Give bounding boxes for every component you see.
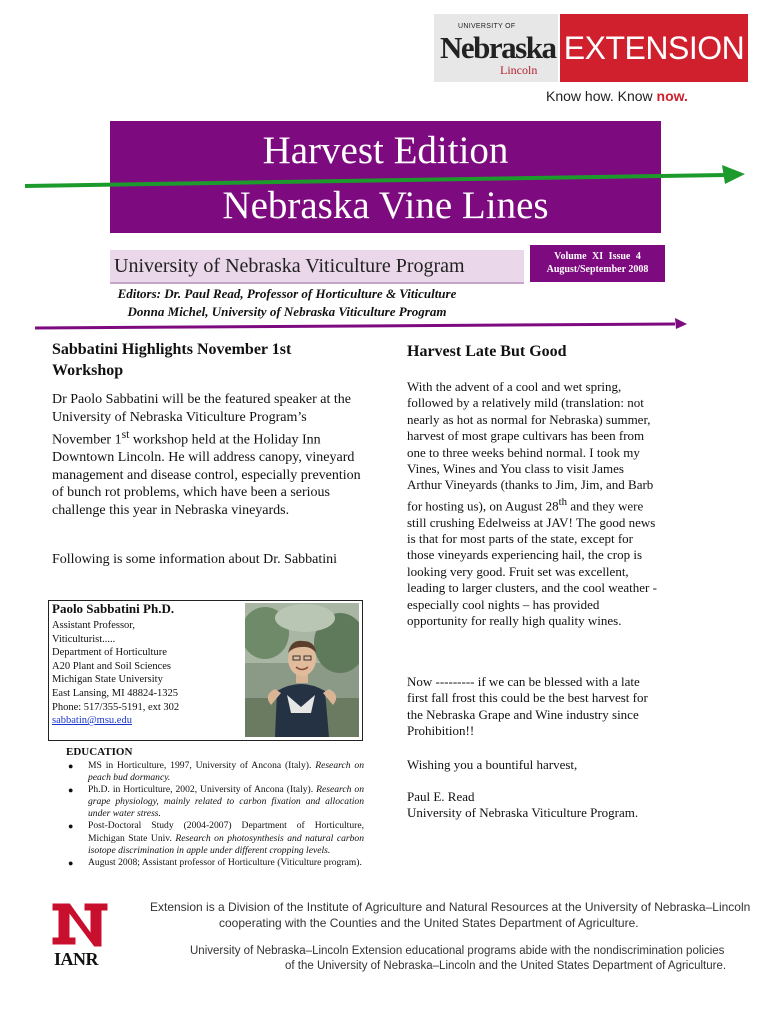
speaker-bio-box (48, 600, 363, 741)
right-article-closing: Wishing you a bountiful harvest, (407, 757, 578, 772)
title-line-2: Nebraska Vine Lines (222, 184, 549, 227)
logo-lincoln-text: Lincoln (500, 63, 538, 77)
logo-tagline (546, 88, 688, 104)
unl-extension-logo (434, 14, 748, 106)
bio-university: Michigan State University (52, 674, 163, 686)
speaker-photo (245, 603, 359, 737)
volume-issue-box (530, 245, 665, 282)
bio-phone: Phone: 517/355-5191, ext 302 (52, 701, 180, 713)
program-name: University of Nebraska Viticulture Program (110, 250, 524, 284)
lp1-text-a: Dr Paolo Sabbatini will be the featured speaker at the University of Nebraska Viticulture Program’s November 1 (52, 392, 351, 448)
footer-line-1: Extension is a Division of the Institute of Agriculture and Natural Resources at the University of Nebraska–Lincoln (150, 900, 751, 914)
editors-line-2: Donna Michel, University of Nebraska Viticulture Program (127, 304, 447, 319)
volume-line (530, 251, 665, 262)
logo-university-of: UNIVERSITY OF (458, 23, 516, 30)
right-article-paragraph-2: Now --------- if we can be blessed with a late first fall frost this could be the best harvest for the Nebraska Grape and Wine industry since Prohibition!! (407, 674, 648, 739)
left-article-heading: Sabbatini Highlights November 1st Workshop (52, 341, 292, 379)
bio-address: East Lansing, MI 48824-1325 (52, 687, 178, 699)
education-heading: EDUCATION (66, 746, 133, 758)
bio-building: A20 Plant and Soil Sciences (52, 660, 171, 672)
education-item-text: Ph.D. in Horticulture, 2002, University of Ancona (Italy). (88, 784, 317, 796)
footer-line-3: University of Nebraska–Lincoln Extension educational programs abide with the nondiscrimination policies (190, 945, 725, 957)
bullet-icon: ● (68, 821, 74, 832)
logo-extension-text: EXTENSION (560, 14, 748, 82)
education-list (68, 760, 365, 869)
rp1-text-a: With the advent of a cool and wet spring, followed by a relatively mild (translation: not nearly as hot as normal for Nebraska) summer, harvest of most grape cultivars has been from one to three weeks behind normal. I took my Vines, Wines and You class to visit James Arthur Vineyards (thanks to Jim, Jim, and Barb for hosting us), on August 28 (407, 379, 654, 514)
bullet-icon: ● (68, 761, 74, 771)
nebraska-wordmark (434, 14, 558, 82)
education-item-research: Research on photosynthesis and natural carbon isotope discrimination in apple under different cropping levels. (88, 832, 365, 856)
left-article-paragraph-2: Following is some information about Dr. Sabbatini (52, 552, 338, 567)
education-item (68, 820, 365, 856)
education-item (68, 784, 364, 820)
education-item (68, 856, 364, 869)
bio-email-link[interactable]: sabbatin@msu.edu (52, 715, 132, 727)
title-line-1: Harvest Edition (262, 129, 509, 172)
signature-name: Paul E. Read (407, 789, 475, 804)
education-item-text: Post-Doctoral Study (2004-2007) Department of Horticulture, Michigan State Univ. (88, 820, 364, 844)
purple-arrow-divider (35, 317, 687, 331)
right-article-paragraph-1 (407, 379, 657, 629)
footer-line-2: cooperating with the Counties and the United States Department of Agriculture. (219, 916, 639, 930)
tagline-now: now. (656, 88, 688, 104)
rp1-text-b: and they were still crushing Edelweiss at JAV! The good news is that for most parts of the state, except for those vineyards experiencing hail, the crop is looking very good. Fruit set was excellent, leading to larger clusters, and the cool weather - especially cool nights – has provided opportunity for really high quality wines. (407, 498, 657, 629)
volume-label: Volume XI (554, 251, 604, 262)
lp1-superscript: st (121, 428, 130, 441)
education-item-text: MS in Horticulture, 1997, University of Ancona (Italy). (88, 760, 316, 771)
issue-label: Issue 4 (608, 251, 641, 262)
bullet-icon: ● (68, 857, 74, 868)
left-article-paragraph-1 (52, 391, 362, 519)
bullet-icon: ● (68, 785, 74, 796)
education-item-research: Research on peach bud dormancy. (88, 760, 364, 784)
ianr-label: IANR (54, 949, 99, 969)
lp1-text-b: workshop held at the Holiday Inn Downtown Lincoln. He will address canopy, vineyard management and disease control, especially prevention of bunch rot problems, which have been a serious challenge this year in Nebraska vineyards. (52, 432, 361, 518)
education-item-research: Research on grape physiology, mainly related to carbon fixation and allocation under water stress. (88, 784, 364, 820)
editors-line-1: Editors: Dr. Paul Read, Professor of Horticulture & Viticulture (117, 286, 457, 301)
rp1-superscript: th (558, 495, 568, 508)
right-article-heading: Harvest Late But Good (407, 343, 567, 360)
issue-date: August/September 2008 (546, 264, 649, 275)
education-item-text: August 2008; Assistant professor of Horticulture (Viticulture program). (88, 856, 362, 868)
bio-role: Viticulturist..... (52, 633, 116, 645)
signature-organization: University of Nebraska Viticulture Program. (407, 805, 639, 820)
tagline-part1: Know how. Know (546, 88, 657, 104)
education-item (68, 760, 364, 784)
logo-nebraska-text: Nebraska (440, 30, 556, 65)
bio-department: Department of Horticulture (52, 647, 167, 659)
footer-line-4: of the University of Nebraska–Lincoln and the United States Department of Agriculture. (285, 960, 727, 972)
bio-name: Paolo Sabbatini Ph.D. (52, 601, 175, 616)
bio-title: Assistant Professor, (52, 620, 135, 631)
bio-details (52, 619, 179, 728)
